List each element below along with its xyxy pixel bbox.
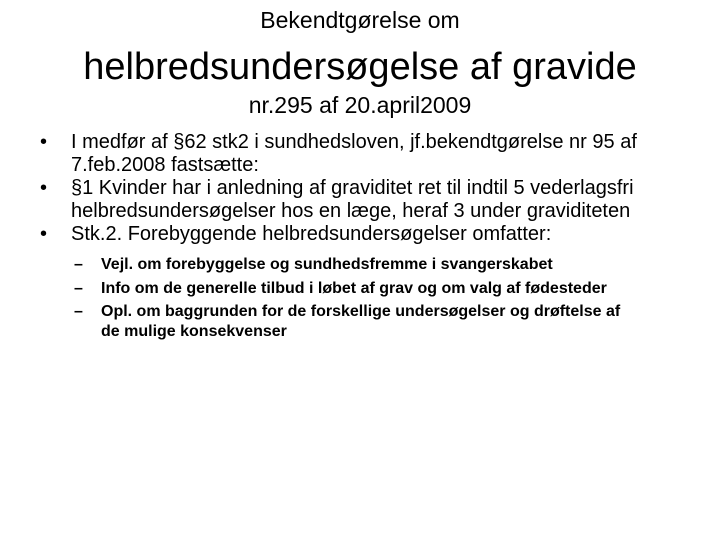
title-prefix: Bekendtgørelse om (260, 7, 460, 33)
sub-bullet-marker: – (74, 279, 83, 297)
bullet-marker: • (40, 131, 48, 153)
sub-bullet-marker: – (74, 303, 83, 320)
bullet-text: I medfør af §62 stk2 i sundhedsloven, jf.bekendtgørelse nr 95 af 7.feb.2008 fastsætte: (71, 131, 637, 176)
sub-bullet-marker: – (74, 256, 83, 273)
sub-bullet-item (0, 255, 680, 275)
bullet-marker: • (40, 177, 48, 199)
slide-title: helbredsundersøgelse af gravide (83, 46, 637, 88)
title-reference: nr.295 af 20.april2009 (248, 92, 472, 118)
sub-bullet-text: Info om de generelle tilbud i løbet af grav og om valg af fødesteder (101, 279, 607, 297)
bullet-text: §1 Kvinder har i anledning af graviditet ret til indtil 5 vederlagsfri helbredsundersøgelser hos en læge, heraf 3 under graviditeten (71, 177, 634, 222)
bullet-list (0, 131, 720, 345)
sub-bullet-list (71, 255, 680, 341)
bullet-marker: • (40, 223, 48, 245)
sub-bullet-item (0, 279, 680, 299)
bullet-item (0, 223, 720, 341)
bullet-item (0, 177, 720, 223)
sub-bullet-item (0, 302, 680, 341)
sub-bullet-text: Vejl. om forebyggelse og sundhedsfremme i svangerskabet (101, 256, 553, 273)
bullet-text: Stk.2. Forebyggende helbredsundersøgelser omfatter: (71, 223, 552, 245)
sub-bullet-text: Opl. om baggrunden for de forskellige undersøgelser og drøftelse af de mulige konsekvenser (101, 303, 621, 340)
bullet-item (0, 131, 720, 177)
